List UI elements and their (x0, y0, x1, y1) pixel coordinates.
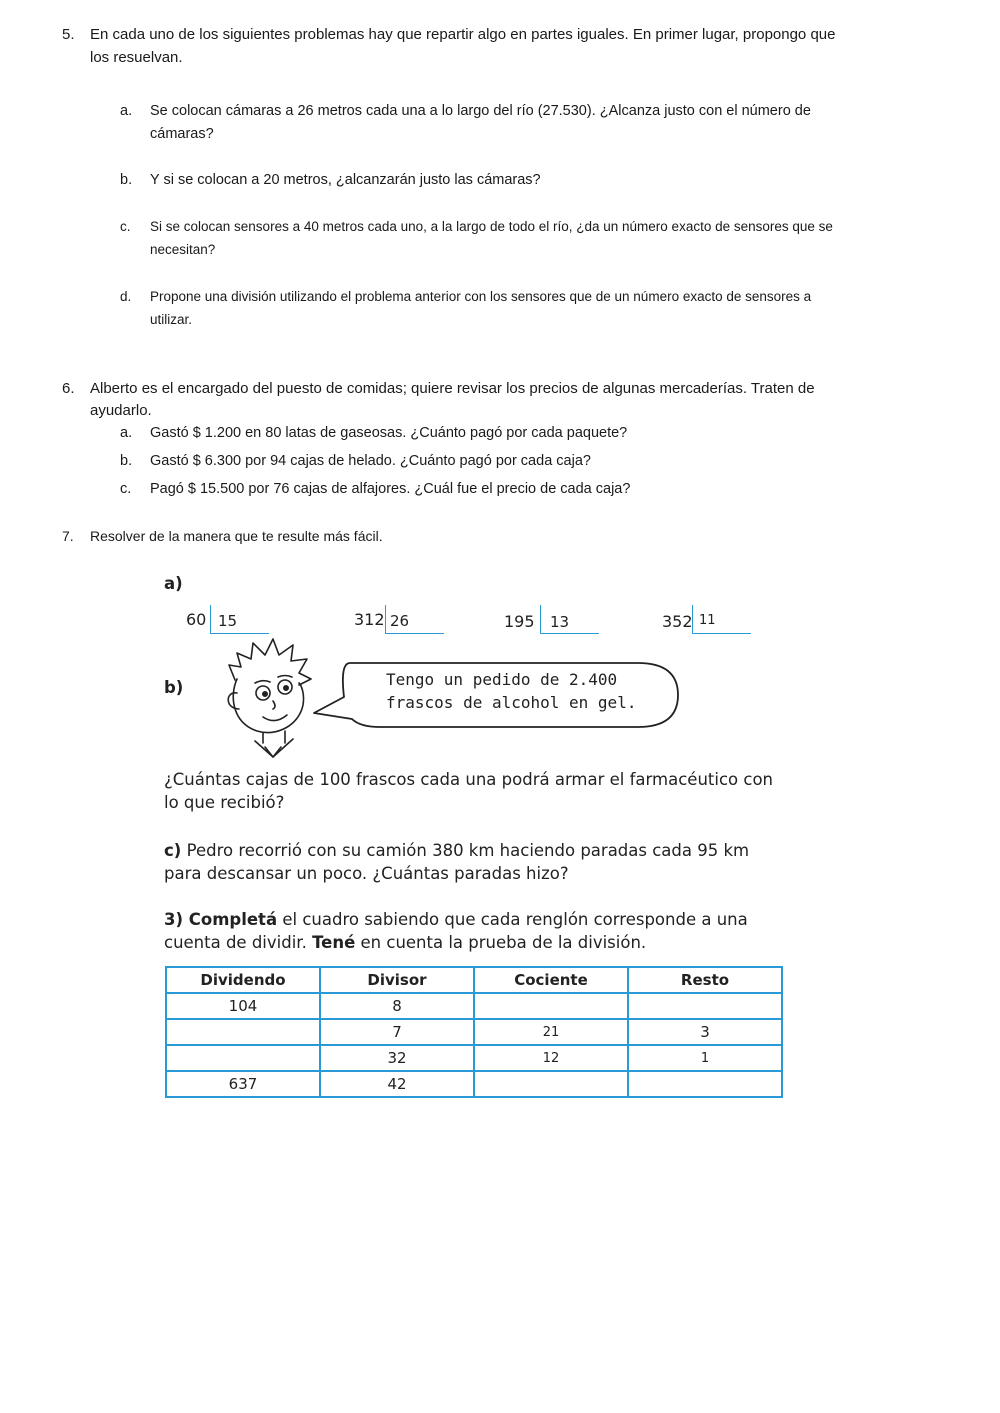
divisor: 26 (390, 612, 410, 630)
table-header-row (166, 967, 782, 993)
dividend: 352 (662, 612, 693, 631)
part-3-label: 3) Completá (164, 910, 278, 929)
table-cell: 42 (320, 1071, 474, 1097)
division-table (165, 966, 783, 1098)
bubble-text-line1: Tengo un pedido de 2.400 (386, 670, 618, 689)
table-row (166, 993, 782, 1019)
question-text-line1: Alberto es el encargado del puesto de comidas; quiere revisar los precios de algunas mercaderías. Traten de (90, 380, 815, 397)
boy-character-illustration (215, 635, 315, 760)
table-cell: 3 (628, 1019, 782, 1045)
table-cell: 1 (628, 1045, 782, 1071)
part-3-line1 (164, 908, 748, 931)
dividend: 312 (354, 610, 385, 629)
dividend: 60 (186, 610, 207, 629)
part-3-text-start: cuenta de dividir. (164, 933, 307, 952)
table-cell: 21 (474, 1019, 628, 1045)
part-3-text-bold: Tené (312, 933, 356, 952)
part-3-text-end: en cuenta la prueba de la división. (360, 933, 647, 952)
question-text-line2: ayudarlo. (90, 402, 152, 419)
item-label: a. (120, 103, 133, 119)
item-label: c. (120, 219, 131, 234)
part-b-label: b) (164, 678, 184, 697)
table-cell (166, 1019, 320, 1045)
item-text-line2: cámaras? (150, 126, 214, 142)
question-number: 5. (62, 26, 75, 43)
division-bracket (540, 605, 599, 634)
part-c-line2: para descansar un poco. ¿Cuántas paradas hizo? (164, 864, 569, 883)
header-cociente: Cociente (474, 967, 628, 993)
table-row (166, 1071, 782, 1097)
question-text-line2: los resuelvan. (90, 49, 183, 66)
item-label: c. (120, 481, 132, 497)
question-text: Resolver de la manera que te resulte más fácil. (90, 528, 383, 544)
divisor: 15 (218, 612, 238, 630)
item-text-line2: necesitan? (150, 242, 216, 257)
divisor: 13 (550, 613, 570, 631)
table-cell (474, 1071, 628, 1097)
table-row (166, 1045, 782, 1071)
table-cell: 12 (474, 1045, 628, 1071)
item-text: Pagó $ 15.500 por 76 cajas de alfajores. ¿Cuál fue el precio de cada caja? (150, 481, 631, 497)
table-cell: 7 (320, 1019, 474, 1045)
table-cell (628, 1071, 782, 1097)
divisor: 11 (699, 613, 716, 628)
part-a-label: a) (164, 574, 183, 593)
item-label: a. (120, 425, 133, 441)
part-c-text: Pedro recorrió con su camión 380 km haciendo paradas cada 95 km (186, 841, 750, 860)
table-cell: 637 (166, 1071, 320, 1097)
item-label: b. (120, 172, 133, 188)
table-cell (474, 993, 628, 1019)
item-text-line1: Si se colocan sensores a 40 metros cada uno, a la largo de todo el río, ¿da un número exacto de sensores que se (150, 219, 833, 234)
dividend: 195 (504, 612, 535, 631)
item-text-line1: Propone una división utilizando el problema anterior con los sensores que de un número exacto de sensores a (150, 289, 812, 304)
item-text-line1: Se colocan cámaras a 26 metros cada una a lo largo del río (27.530). ¿Alcanza justo con el número de (150, 103, 811, 119)
part-3-text: el cuadro sabiendo que cada renglón corresponde a una (282, 910, 748, 929)
item-label: b. (120, 453, 133, 469)
table-cell: 8 (320, 993, 474, 1019)
header-dividendo: Dividendo (166, 967, 320, 993)
part-c-label: c) (164, 841, 182, 860)
part-b-question-line1: ¿Cuántas cajas de 100 frascos cada una podrá armar el farmacéutico con (164, 770, 773, 789)
question-text-line1: En cada uno de los siguientes problemas hay que repartir algo en partes iguales. En primer lugar, propongo que (90, 26, 836, 43)
table-cell (628, 993, 782, 1019)
item-text: Gastó $ 6.300 por 94 cajas de helado. ¿Cuánto pagó por cada caja? (150, 453, 591, 469)
table-cell: 32 (320, 1045, 474, 1071)
part-b-question-line2: lo que recibió? (164, 793, 285, 812)
header-divisor: Divisor (320, 967, 474, 993)
item-text-line1: Y si se colocan a 20 metros, ¿alcanzarán justo las cámaras? (150, 172, 541, 188)
item-label: d. (120, 289, 132, 304)
header-resto: Resto (628, 967, 782, 993)
item-text: Gastó $ 1.200 en 80 latas de gaseosas. ¿Cuánto pagó por cada paquete? (150, 425, 628, 441)
table-cell (166, 1045, 320, 1071)
part-c-line1 (164, 839, 749, 862)
item-text-line2: utilizar. (150, 312, 193, 327)
question-number: 6. (62, 380, 75, 397)
part-3-line2 (164, 931, 646, 954)
bubble-text-line2: frascos de alcohol en gel. (386, 693, 637, 712)
table-row (166, 1019, 782, 1045)
table-cell: 104 (166, 993, 320, 1019)
question-number: 7. (62, 528, 74, 544)
